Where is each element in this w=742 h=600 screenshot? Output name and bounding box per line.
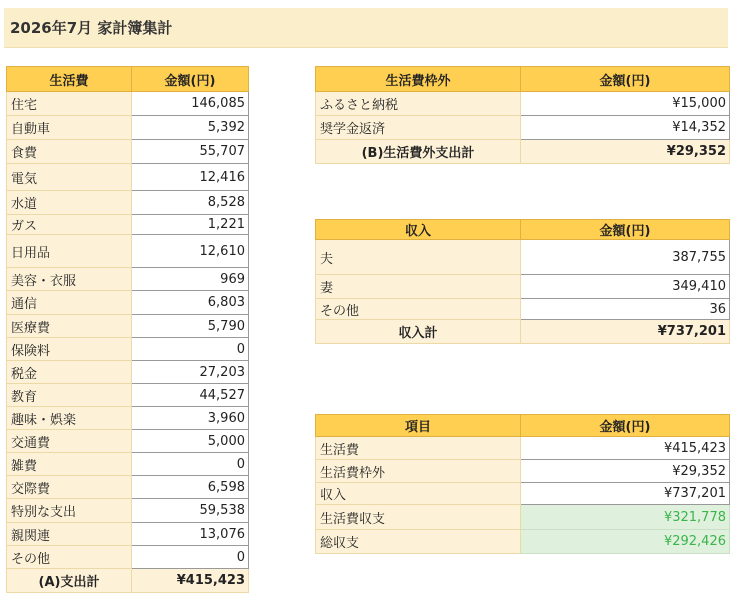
living-label: 自動車	[7, 116, 132, 140]
living-value[interactable]: 5,790	[132, 315, 249, 338]
living-value[interactable]: 146,085	[132, 92, 249, 116]
extra-header-amount: 金額(円)	[521, 67, 730, 92]
income-row	[316, 240, 730, 275]
extra-row	[316, 92, 730, 116]
income-label: 夫	[316, 240, 521, 275]
income-header-amount: 金額(円)	[521, 220, 730, 240]
income-label: その他	[316, 299, 521, 320]
extra-expenses-table	[315, 66, 730, 164]
living-row	[7, 268, 249, 291]
extra-total-row	[316, 140, 730, 164]
living-label: 特別な支出	[7, 499, 132, 523]
income-header-category: 収入	[316, 220, 521, 240]
living-value[interactable]: 6,803	[132, 291, 249, 315]
extra-header-category: 生活費枠外	[316, 67, 521, 92]
living-value[interactable]: 44,527	[132, 384, 249, 407]
living-value[interactable]: 59,538	[132, 499, 249, 523]
living-label: 交際費	[7, 476, 132, 499]
income-total-row	[316, 320, 730, 344]
living-label: 保険料	[7, 338, 132, 361]
summary-row	[316, 483, 730, 505]
living-label: 交通費	[7, 430, 132, 453]
living-row	[7, 361, 249, 384]
living-label: 雑費	[7, 453, 132, 476]
living-header-amount: 金額(円)	[132, 67, 249, 92]
living-value[interactable]: 0	[132, 338, 249, 361]
living-value[interactable]: 12,416	[132, 164, 249, 191]
extra-total-label: (B)生活費外支出計	[316, 140, 521, 164]
living-row	[7, 384, 249, 407]
living-row	[7, 499, 249, 523]
living-label: 教育	[7, 384, 132, 407]
living-row	[7, 546, 249, 569]
summary-value[interactable]: ¥321,778	[521, 505, 730, 530]
living-label: 美容・衣服	[7, 268, 132, 291]
living-value[interactable]: 1,221	[132, 215, 249, 235]
summary-label: 生活費収支	[316, 505, 521, 530]
living-row	[7, 315, 249, 338]
living-label: 通信	[7, 291, 132, 315]
summary-row	[316, 460, 730, 483]
living-row	[7, 523, 249, 546]
living-value[interactable]: 5,000	[132, 430, 249, 453]
living-row	[7, 235, 249, 268]
living-row	[7, 140, 249, 164]
living-label: ガス	[7, 215, 132, 235]
living-row	[7, 164, 249, 191]
extra-label: ふるさと納税	[316, 92, 521, 116]
living-label: 水道	[7, 191, 132, 215]
living-label: 食費	[7, 140, 132, 164]
living-value[interactable]: 5,392	[132, 116, 249, 140]
living-row	[7, 430, 249, 453]
living-row	[7, 291, 249, 315]
living-value[interactable]: 0	[132, 546, 249, 569]
living-row	[7, 191, 249, 215]
summary-table	[315, 414, 730, 554]
living-value[interactable]: 3,960	[132, 407, 249, 430]
extra-label: 奨学金返済	[316, 116, 521, 140]
extra-value[interactable]: ¥14,352	[521, 116, 730, 140]
extra-row	[316, 116, 730, 140]
extra-value[interactable]: ¥15,000	[521, 92, 730, 116]
living-row	[7, 453, 249, 476]
income-table	[315, 219, 730, 344]
summary-label: 生活費	[316, 437, 521, 460]
income-value[interactable]: 36	[521, 299, 730, 320]
summary-label: 生活費枠外	[316, 460, 521, 483]
summary-label: 総収支	[316, 530, 521, 554]
summary-label: 収入	[316, 483, 521, 505]
living-label: 税金	[7, 361, 132, 384]
living-expenses-table	[6, 66, 249, 593]
living-row	[7, 407, 249, 430]
living-label: 住宅	[7, 92, 132, 116]
living-label: 日用品	[7, 235, 132, 268]
income-row	[316, 299, 730, 320]
living-total-row	[7, 569, 249, 593]
summary-value[interactable]: ¥29,352	[521, 460, 730, 483]
summary-row	[316, 437, 730, 460]
living-header-category: 生活費	[7, 67, 132, 92]
living-row	[7, 215, 249, 235]
income-value[interactable]: 349,410	[521, 275, 730, 299]
summary-value[interactable]: ¥737,201	[521, 483, 730, 505]
income-total-label: 収入計	[316, 320, 521, 344]
living-label: 医療費	[7, 315, 132, 338]
income-total-value[interactable]: ¥737,201	[521, 320, 730, 344]
summary-header-amount: 金額(円)	[521, 415, 730, 437]
income-row	[316, 275, 730, 299]
living-value[interactable]: 27,203	[132, 361, 249, 384]
living-value[interactable]: 8,528	[132, 191, 249, 215]
living-row	[7, 338, 249, 361]
living-value[interactable]: 13,076	[132, 523, 249, 546]
summary-row	[316, 505, 730, 530]
summary-header-item: 項目	[316, 415, 521, 437]
living-label: その他	[7, 546, 132, 569]
living-value[interactable]: 969	[132, 268, 249, 291]
living-row	[7, 92, 249, 116]
living-row	[7, 116, 249, 140]
page-title: 2026年7月 家計簿集計	[4, 8, 728, 48]
living-label: 電気	[7, 164, 132, 191]
living-total-value[interactable]: ¥415,423	[132, 569, 249, 593]
income-value[interactable]: 387,755	[521, 240, 730, 275]
income-label: 妻	[316, 275, 521, 299]
living-value[interactable]: 12,610	[132, 235, 249, 268]
summary-row	[316, 530, 730, 554]
living-label: 趣味・娯楽	[7, 407, 132, 430]
living-value[interactable]: 55,707	[132, 140, 249, 164]
summary-value[interactable]: ¥415,423	[521, 437, 730, 460]
living-value[interactable]: 6,598	[132, 476, 249, 499]
living-value[interactable]: 0	[132, 453, 249, 476]
extra-total-value[interactable]: ¥29,352	[521, 140, 730, 164]
summary-value[interactable]: ¥292,426	[521, 530, 730, 554]
living-total-label: (A)支出計	[7, 569, 132, 593]
living-label: 親関連	[7, 523, 132, 546]
living-row	[7, 476, 249, 499]
